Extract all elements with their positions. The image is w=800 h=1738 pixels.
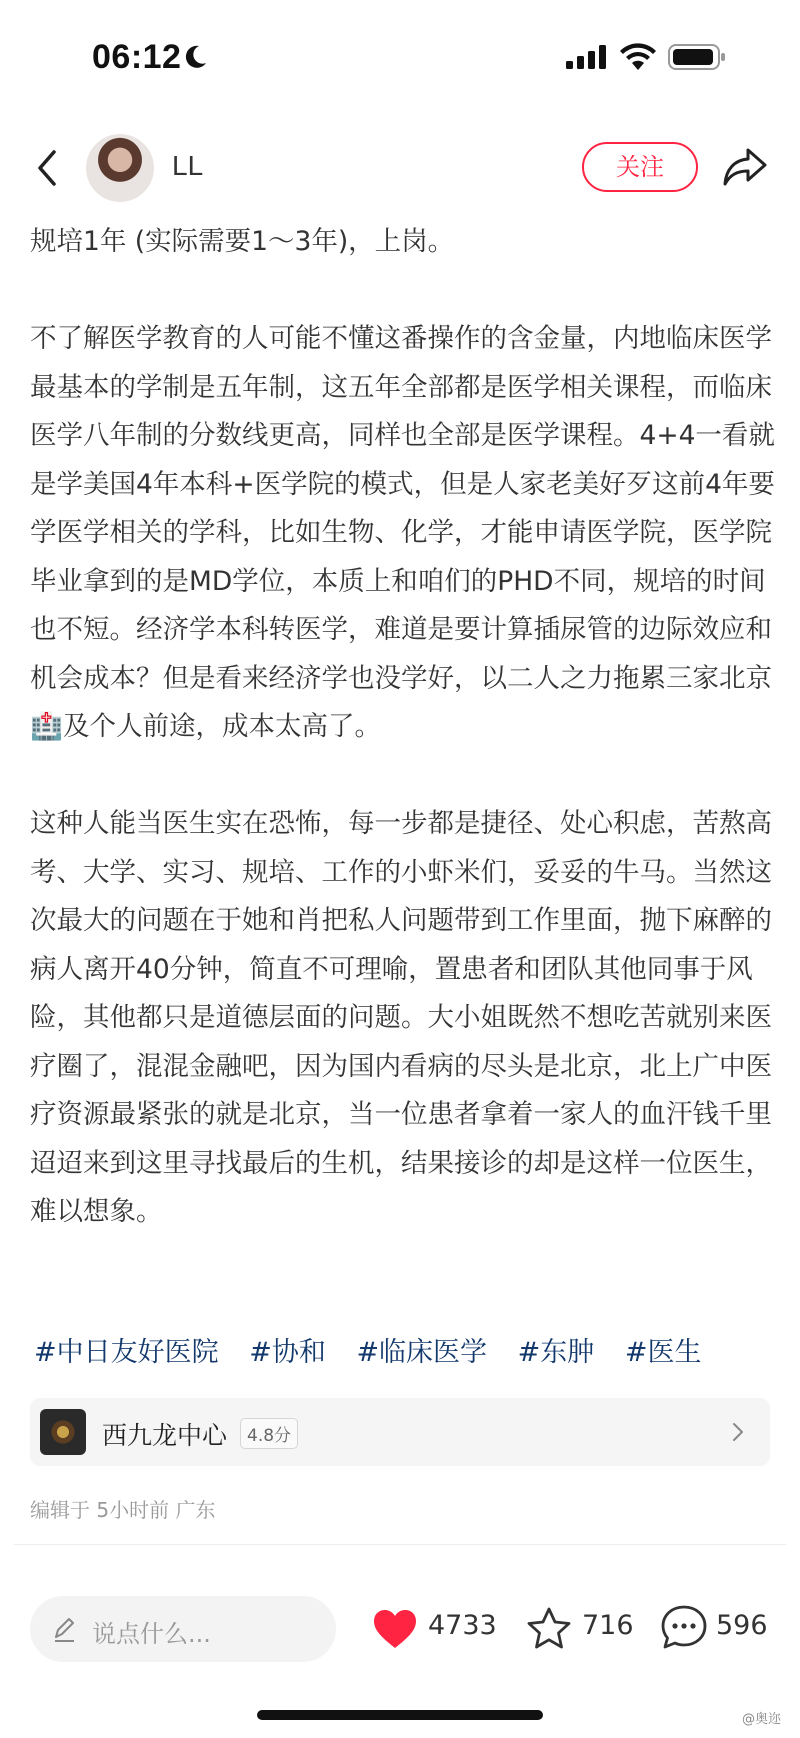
avatar[interactable]	[86, 134, 154, 202]
tag-link[interactable]: #中日友好医院	[34, 1337, 219, 1368]
location-thumbnail	[40, 1409, 86, 1455]
comment-icon[interactable]	[660, 1604, 708, 1650]
post-header	[0, 130, 800, 210]
share-icon[interactable]	[722, 146, 768, 188]
location-rating-badge: 4.8分	[240, 1418, 298, 1449]
wifi-icon	[620, 43, 656, 71]
post-paragraph: 规培1年 (实际需要1～3年)，上岗。	[30, 226, 455, 257]
like-count: 4733	[428, 1610, 497, 1641]
collect-count: 716	[582, 1610, 634, 1641]
star-icon[interactable]	[526, 1606, 572, 1650]
battery-icon	[668, 44, 726, 70]
edit-info: 编辑于 5小时前 广东	[30, 1498, 216, 1522]
chevron-right-icon	[732, 1422, 744, 1442]
post-paragraph: 不了解医学教育的人可能不懂这番操作的含金量，内地临床医学最基本的学制是五年制，这五年全部都是医学相关课程，而临床医学八年制的分数线更高，同样也全部是医学课程。4+4一看就是学美国4年本科+医学院的模式，但是人家老美好歹这前4年要学医学相关的学科，比如生物、化学，才能申请医学院，医学院毕业拿到的是MD学位，本质上和咱们的PHD不同，规培的时间也不短。经济学本科转医学，难道是要计算插尿管的边际效应和机会成本？但是看来经济学也没学好，以二人之力拖累三家北京🏥及个人前途，成本太高了。	[30, 323, 775, 742]
home-indicator	[257, 1710, 543, 1720]
tag-list	[34, 1330, 774, 1369]
divider	[14, 1544, 786, 1545]
status-bar	[0, 0, 800, 110]
post-paragraph: 这种人能当医生实在恐怖，每一步都是捷径、处心积虑，苦熬高考、大学、实习、规培、工作的小虾米们，妥妥的牛马。当然这次最大的问题在于她和肖把私人问题带到工作里面，抛下麻醉的病人离开40分钟，简直不可理喻，置患者和团队其他同事于风险，其他都只是道德层面的问题。大小姐既然不想吃苦就别来医疗圈了，混混金融吧，因为国内看病的尽头是北京，北上广中医疗资源最紧张的就是北京，当一位患者拿着一家人的血汗钱千里迢迢来到这里寻找最后的生机，结果接诊的却是这样一位医生，难以想象。	[30, 808, 772, 1227]
tag-link[interactable]: #东肿	[517, 1337, 595, 1368]
status-time: 06:12	[92, 38, 182, 76]
location-name: 西九龙中心	[102, 1421, 228, 1450]
comment-input[interactable]	[30, 1596, 336, 1662]
tag-link[interactable]: #医生	[624, 1337, 702, 1368]
heart-icon[interactable]	[372, 1608, 418, 1650]
comment-count: 596	[716, 1610, 768, 1641]
follow-button[interactable]: 关注	[582, 142, 698, 192]
location-card[interactable]	[30, 1398, 770, 1466]
watermark: @奥迩	[742, 1712, 782, 1727]
tag-link[interactable]: #协和	[249, 1337, 326, 1368]
author-name[interactable]: LL	[172, 150, 204, 181]
bottom-action-bar	[0, 1588, 800, 1678]
signal-icon	[566, 45, 608, 69]
moon-icon	[184, 44, 208, 70]
post-body	[30, 218, 775, 1237]
pencil-icon	[52, 1615, 76, 1643]
tag-link[interactable]: #临床医学	[356, 1337, 488, 1368]
back-icon[interactable]	[30, 148, 66, 188]
comment-placeholder: 说点什么...	[92, 1620, 211, 1648]
